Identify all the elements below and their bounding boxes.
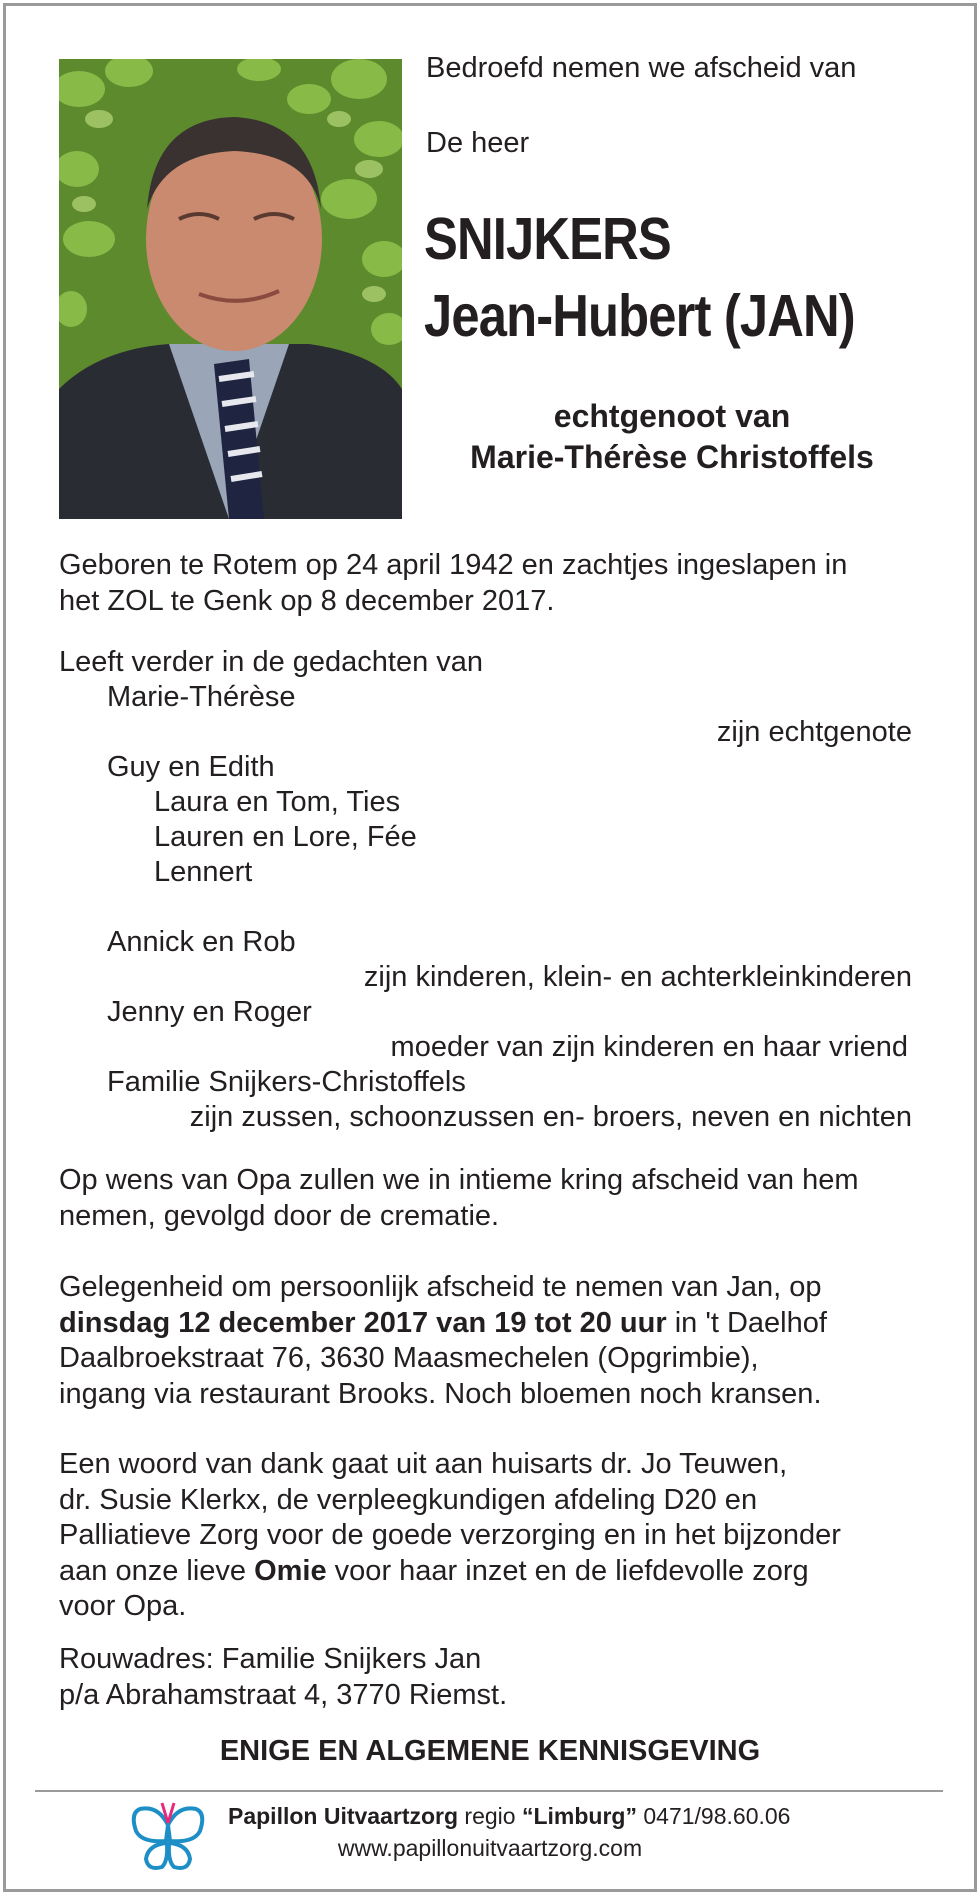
survivor-grandchild: Laura en Tom, Ties — [154, 786, 401, 818]
survivor-role: zijn zussen, schoonzussen en- broers, neven en nichten — [189, 1101, 912, 1133]
birth-line: het ZOL te Genk op 8 december 2017. — [59, 584, 555, 617]
visitation-paragraph — [59, 1270, 939, 1412]
address-line: p/a Abrahamstraat 4, 3770 Riemst. — [59, 1678, 508, 1711]
phone-number: 0471/98.60.06 — [636, 1803, 791, 1829]
company-name: Papillon Uitvaartzorg — [228, 1803, 459, 1829]
visit-line: ingang via restaurant Brooks. Noch bloemen noch kransen. — [59, 1377, 822, 1410]
thanks-line: Een woord van dank gaat uit aan huisarts dr. Jo Teuwen, — [59, 1448, 788, 1480]
visit-place: in 't Daelhof — [666, 1306, 827, 1339]
wish-line: nemen, gevolgd door de crematie. — [59, 1199, 500, 1232]
funeral-home-line — [228, 1803, 790, 1830]
survivor-role: moeder van zijn kinderen en haar vriend — [390, 1031, 908, 1063]
intro-line: Bedroefd nemen we afscheid van — [426, 52, 857, 84]
portrait-photo — [59, 59, 402, 519]
thanks-text: aan onze lieve — [59, 1554, 255, 1587]
spouse-label: echtgenoot van — [553, 398, 791, 434]
general-notice: ENIGE EN ALGEMENE KENNISGEVING — [219, 1735, 761, 1767]
birth-paragraph — [59, 548, 939, 619]
thanks-line: voor Opa. — [59, 1590, 187, 1622]
birth-line: Geboren te Rotem op 24 april 1942 en zachtjes ingeslapen in — [59, 549, 848, 581]
survivor-grandchild: Lauren en Lore, Fée — [154, 821, 417, 853]
visit-line: Daalbroekstraat 76, 3630 Maasmechelen (Opgrimbie), — [59, 1342, 759, 1374]
region-label: regio — [458, 1803, 522, 1829]
survivor-role: zijn echtgenote — [716, 716, 912, 748]
visit-line — [59, 1306, 939, 1342]
survivor-family: Familie Snijkers-Christoffels — [107, 1066, 466, 1098]
address-block — [59, 1642, 939, 1713]
survivors-heading: Leeft verder in de gedachten van — [59, 646, 484, 678]
survivor-child: Annick en Rob — [107, 926, 296, 958]
honorific: De heer — [426, 127, 530, 159]
thanks-line: Palliatieve Zorg voor de goede verzorging en in het bijzonder — [59, 1519, 841, 1551]
footer-divider — [35, 1790, 943, 1792]
deceased-surname: SNIJKERS — [424, 206, 671, 272]
deceased-given-name: Jean-Hubert (JAN) — [424, 283, 855, 349]
survivor-role: zijn kinderen, klein- en achterkleinkinderen — [363, 961, 912, 993]
wish-paragraph — [59, 1163, 939, 1234]
survivor-child: Guy en Edith — [107, 751, 275, 783]
spouse-name: Marie-Thérèse Christoffels — [470, 439, 874, 475]
survivor-wife: Marie-Thérèse — [107, 681, 296, 713]
wish-line: Op wens van Opa zullen we in intieme kring afscheid van hem — [59, 1164, 859, 1196]
visit-date: dinsdag 12 december 2017 van 19 tot 20 uur — [59, 1306, 667, 1339]
address-line: Rouwadres: Familie Snijkers Jan — [59, 1643, 482, 1675]
website-link[interactable]: www.papillonuitvaartzorg.com — [337, 1835, 643, 1861]
thanks-text: voor haar inzet en de liefdevolle zorg — [326, 1554, 809, 1587]
visit-line: Gelegenheid om persoonlijk afscheid te nemen van Jan, op — [59, 1271, 822, 1303]
region-name: “Limburg” — [521, 1803, 637, 1829]
survivor-ex: Jenny en Roger — [107, 996, 312, 1028]
thanks-line: dr. Susie Klerkx, de verpleegkundigen afdeling D20 en — [59, 1483, 758, 1516]
thanks-omie: Omie — [254, 1554, 327, 1587]
survivor-grandchild: Lennert — [154, 856, 253, 888]
thanks-line — [59, 1554, 939, 1590]
thanks-paragraph — [59, 1447, 939, 1625]
